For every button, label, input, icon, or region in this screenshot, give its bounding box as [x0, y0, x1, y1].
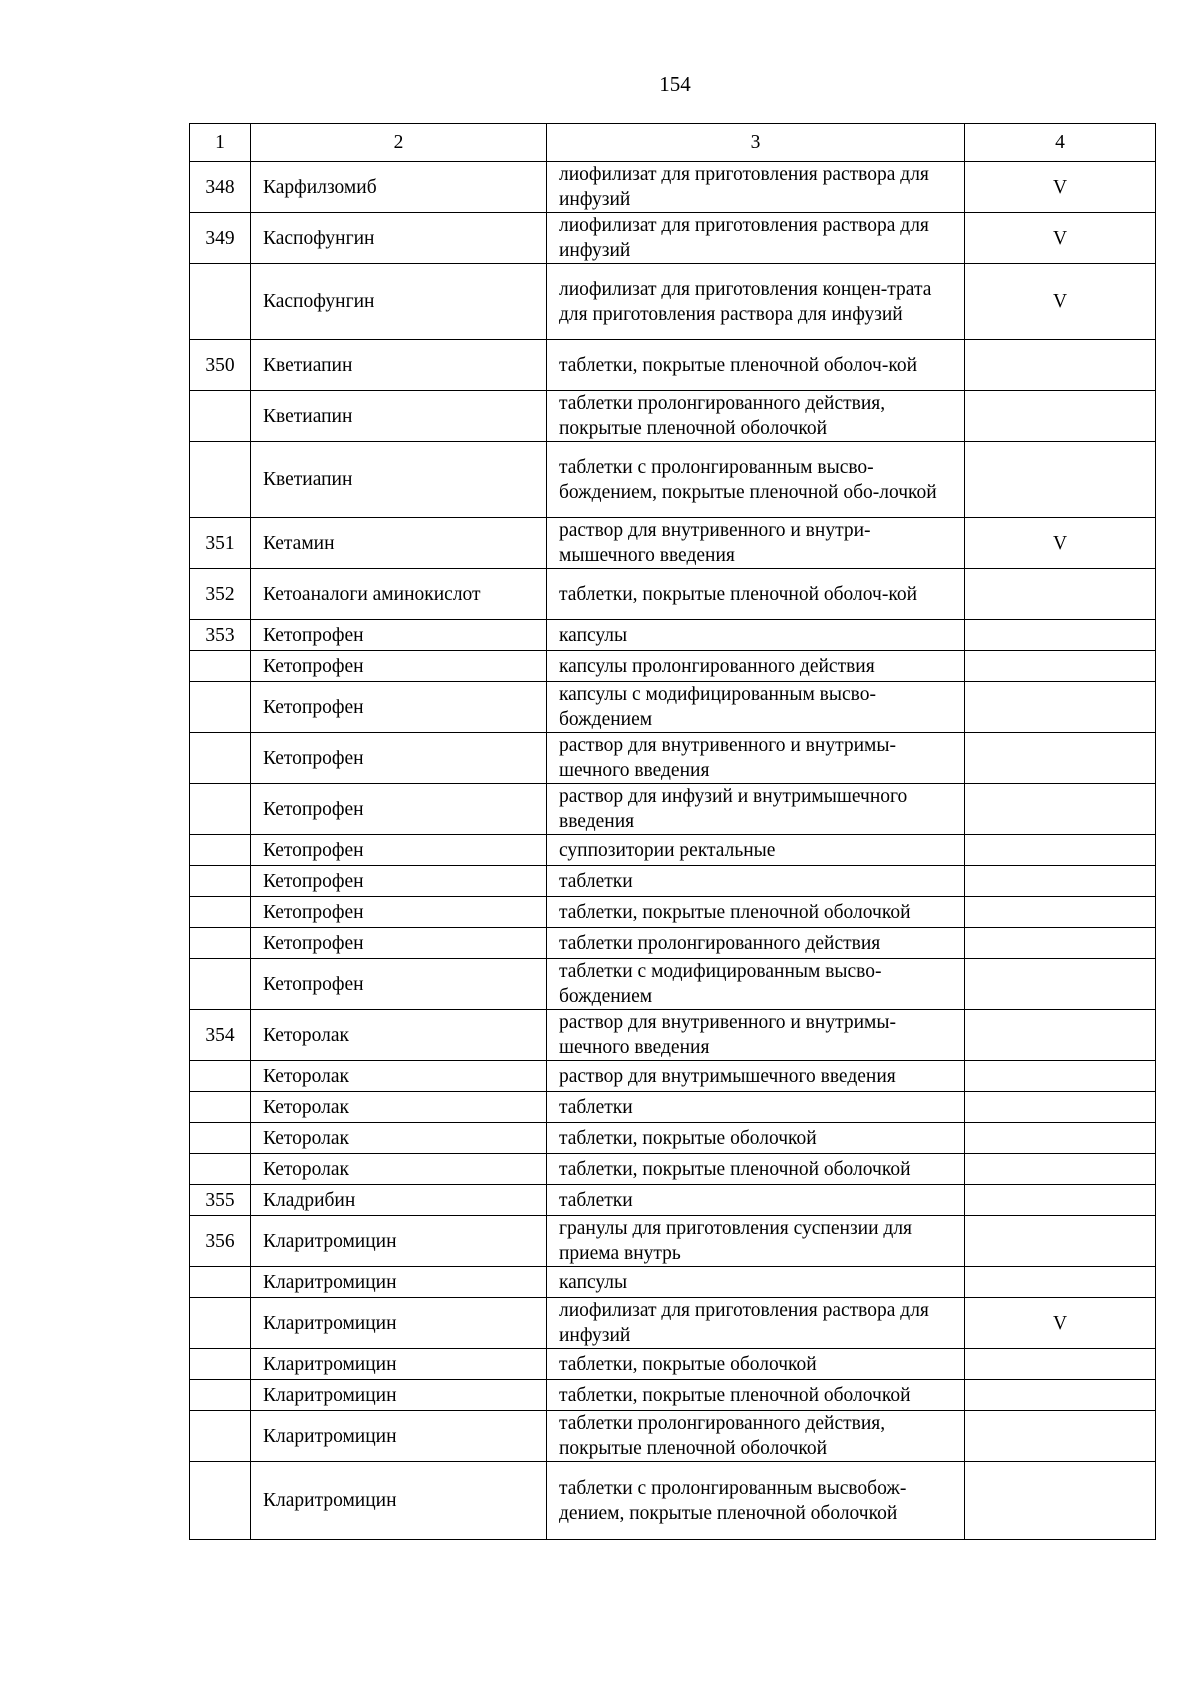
cell-mark — [965, 651, 1156, 682]
cell-drug-name: Кетопрофен — [251, 682, 547, 733]
cell-number: 351 — [190, 518, 251, 569]
cell-mark — [965, 835, 1156, 866]
column-header-mark: 4 — [965, 124, 1156, 162]
cell-mark: V — [965, 264, 1156, 340]
cell-mark — [965, 682, 1156, 733]
table-row — [190, 897, 1156, 928]
cell-drug-name: Кеторолак — [251, 1061, 547, 1092]
table-row — [190, 518, 1156, 569]
table-row — [190, 928, 1156, 959]
cell-mark — [965, 1267, 1156, 1298]
cell-mark — [965, 1185, 1156, 1216]
cell-number — [190, 1462, 251, 1540]
cell-number: 352 — [190, 569, 251, 620]
table-row — [190, 569, 1156, 620]
cell-dosage-form: таблетки, покрытые пленочной оболоч-кой — [547, 569, 965, 620]
cell-number — [190, 1061, 251, 1092]
cell-number — [190, 866, 251, 897]
cell-mark — [965, 897, 1156, 928]
cell-number — [190, 928, 251, 959]
table-row — [190, 1154, 1156, 1185]
cell-mark — [965, 1123, 1156, 1154]
table-row — [190, 1298, 1156, 1349]
cell-drug-name: Кеторолак — [251, 1010, 547, 1061]
cell-drug-name: Кветиапин — [251, 340, 547, 391]
page-number: 154 — [659, 72, 691, 96]
table-row — [190, 1267, 1156, 1298]
cell-drug-name: Кларитромицин — [251, 1216, 547, 1267]
table-row — [190, 1411, 1156, 1462]
cell-number — [190, 1411, 251, 1462]
cell-drug-name: Кетопрофен — [251, 620, 547, 651]
cell-drug-name: Кларитромицин — [251, 1298, 547, 1349]
cell-mark — [965, 733, 1156, 784]
cell-dosage-form: таблетки, покрытые пленочной оболочкой — [547, 897, 965, 928]
cell-mark — [965, 1462, 1156, 1540]
cell-mark — [965, 1349, 1156, 1380]
cell-dosage-form: таблетки пролонгированного действия — [547, 928, 965, 959]
table-row — [190, 1462, 1156, 1540]
cell-drug-name: Каспофунгин — [251, 264, 547, 340]
cell-number — [190, 682, 251, 733]
cell-drug-name: Кларитромицин — [251, 1349, 547, 1380]
column-header-name: 2 — [251, 124, 547, 162]
cell-drug-name: Кветиапин — [251, 442, 547, 518]
cell-number — [190, 651, 251, 682]
cell-drug-name: Кетопрофен — [251, 733, 547, 784]
cell-number: 348 — [190, 162, 251, 213]
cell-number — [190, 1349, 251, 1380]
table-row — [190, 733, 1156, 784]
table-row — [190, 391, 1156, 442]
cell-dosage-form: капсулы — [547, 620, 965, 651]
cell-dosage-form: таблетки, покрытые оболочкой — [547, 1123, 965, 1154]
cell-mark — [965, 1411, 1156, 1462]
cell-number — [190, 1298, 251, 1349]
table-row — [190, 866, 1156, 897]
table-row — [190, 835, 1156, 866]
table-row — [190, 651, 1156, 682]
cell-mark: V — [965, 1298, 1156, 1349]
cell-number — [190, 784, 251, 835]
cell-drug-name: Кетопрофен — [251, 784, 547, 835]
cell-dosage-form: раствор для внутривенного и внутри-мышечного введения — [547, 518, 965, 569]
cell-drug-name: Кларитромицин — [251, 1462, 547, 1540]
table-row — [190, 784, 1156, 835]
cell-dosage-form: гранулы для приготовления суспензии для приема внутрь — [547, 1216, 965, 1267]
table-row — [190, 264, 1156, 340]
cell-drug-name: Кетопрофен — [251, 959, 547, 1010]
cell-number — [190, 835, 251, 866]
table-row — [190, 1010, 1156, 1061]
table-row — [190, 682, 1156, 733]
table-row — [190, 1092, 1156, 1123]
table-row — [190, 213, 1156, 264]
cell-number: 356 — [190, 1216, 251, 1267]
table-row — [190, 620, 1156, 651]
cell-drug-name: Кетопрофен — [251, 928, 547, 959]
cell-mark — [965, 569, 1156, 620]
cell-number: 353 — [190, 620, 251, 651]
cell-dosage-form: капсулы — [547, 1267, 965, 1298]
cell-drug-name: Кларитромицин — [251, 1411, 547, 1462]
cell-drug-name: Кетопрофен — [251, 897, 547, 928]
cell-dosage-form: лиофилизат для приготовления раствора для инфузий — [547, 162, 965, 213]
table-row — [190, 340, 1156, 391]
table-header-row — [190, 124, 1156, 162]
cell-number — [190, 1092, 251, 1123]
cell-drug-name: Кеторолак — [251, 1154, 547, 1185]
cell-dosage-form: раствор для внутримышечного введения — [547, 1061, 965, 1092]
column-header-number: 1 — [190, 124, 251, 162]
cell-dosage-form: лиофилизат для приготовления концен-трата для приготовления раствора для инфузий — [547, 264, 965, 340]
cell-dosage-form: капсулы пролонгированного действия — [547, 651, 965, 682]
cell-drug-name: Кетопрофен — [251, 651, 547, 682]
cell-drug-name: Кларитромицин — [251, 1267, 547, 1298]
cell-dosage-form: таблетки — [547, 866, 965, 897]
cell-mark — [965, 1380, 1156, 1411]
cell-mark — [965, 1010, 1156, 1061]
cell-mark: V — [965, 213, 1156, 264]
cell-number: 354 — [190, 1010, 251, 1061]
cell-mark — [965, 391, 1156, 442]
table-row — [190, 1380, 1156, 1411]
drug-table — [189, 123, 1156, 1540]
cell-dosage-form: таблетки, покрытые пленочной оболочкой — [547, 1380, 965, 1411]
table-row — [190, 1349, 1156, 1380]
cell-number — [190, 959, 251, 1010]
cell-number — [190, 1123, 251, 1154]
cell-dosage-form: таблетки — [547, 1092, 965, 1123]
cell-number — [190, 1380, 251, 1411]
cell-dosage-form: таблетки с пролонгированным высво-бождением, покрытые пленочной обо-лочкой — [547, 442, 965, 518]
cell-mark — [965, 784, 1156, 835]
cell-drug-name: Карфилзомиб — [251, 162, 547, 213]
cell-dosage-form: капсулы с модифицированным высво-бождением — [547, 682, 965, 733]
cell-number: 355 — [190, 1185, 251, 1216]
table-row — [190, 1216, 1156, 1267]
cell-dosage-form: лиофилизат для приготовления раствора для инфузий — [547, 1298, 965, 1349]
cell-drug-name: Кеторолак — [251, 1092, 547, 1123]
cell-dosage-form: таблетки, покрытые пленочной оболочкой — [547, 1154, 965, 1185]
column-header-form: 3 — [547, 124, 965, 162]
cell-drug-name: Кетопрофен — [251, 866, 547, 897]
cell-number: 350 — [190, 340, 251, 391]
cell-mark: V — [965, 518, 1156, 569]
cell-drug-name: Кеторолак — [251, 1123, 547, 1154]
cell-drug-name: Кветиапин — [251, 391, 547, 442]
cell-dosage-form: суппозитории ректальные — [547, 835, 965, 866]
cell-dosage-form: таблетки с пролонгированным высвобож-дением, покрытые пленочной оболочкой — [547, 1462, 965, 1540]
cell-mark — [965, 442, 1156, 518]
cell-dosage-form: таблетки пролонгированного действия, покрытые пленочной оболочкой — [547, 1411, 965, 1462]
cell-number — [190, 897, 251, 928]
cell-mark — [965, 1154, 1156, 1185]
table-row — [190, 1123, 1156, 1154]
table-row — [190, 162, 1156, 213]
cell-mark — [965, 866, 1156, 897]
cell-mark: V — [965, 162, 1156, 213]
table-row — [190, 959, 1156, 1010]
cell-number — [190, 1154, 251, 1185]
cell-drug-name: Кетопрофен — [251, 835, 547, 866]
cell-dosage-form: таблетки с модифицированным высво-бождением — [547, 959, 965, 1010]
cell-dosage-form: таблетки — [547, 1185, 965, 1216]
cell-number: 349 — [190, 213, 251, 264]
cell-dosage-form: раствор для внутривенного и внутримы-шечного введения — [547, 1010, 965, 1061]
table-row — [190, 1185, 1156, 1216]
cell-mark — [965, 1092, 1156, 1123]
cell-dosage-form: раствор для инфузий и внутримышечного введения — [547, 784, 965, 835]
cell-mark — [965, 1216, 1156, 1267]
cell-mark — [965, 1061, 1156, 1092]
cell-mark — [965, 340, 1156, 391]
cell-mark — [965, 928, 1156, 959]
cell-dosage-form: таблетки пролонгированного действия, покрытые пленочной оболочкой — [547, 391, 965, 442]
cell-drug-name: Каспофунгин — [251, 213, 547, 264]
cell-number — [190, 1267, 251, 1298]
cell-drug-name: Кладрибин — [251, 1185, 547, 1216]
cell-drug-name: Кларитромицин — [251, 1380, 547, 1411]
cell-number — [190, 264, 251, 340]
cell-drug-name: Кетамин — [251, 518, 547, 569]
cell-dosage-form: лиофилизат для приготовления раствора для инфузий — [547, 213, 965, 264]
cell-mark — [965, 959, 1156, 1010]
cell-dosage-form: таблетки, покрытые пленочной оболоч-кой — [547, 340, 965, 391]
table-body — [190, 162, 1156, 1540]
cell-number — [190, 442, 251, 518]
cell-mark — [965, 620, 1156, 651]
table-row — [190, 442, 1156, 518]
cell-drug-name: Кетоаналоги аминокислот — [251, 569, 547, 620]
cell-number — [190, 733, 251, 784]
cell-number — [190, 391, 251, 442]
cell-dosage-form: раствор для внутривенного и внутримы-шечного введения — [547, 733, 965, 784]
table-row — [190, 1061, 1156, 1092]
cell-dosage-form: таблетки, покрытые оболочкой — [547, 1349, 965, 1380]
